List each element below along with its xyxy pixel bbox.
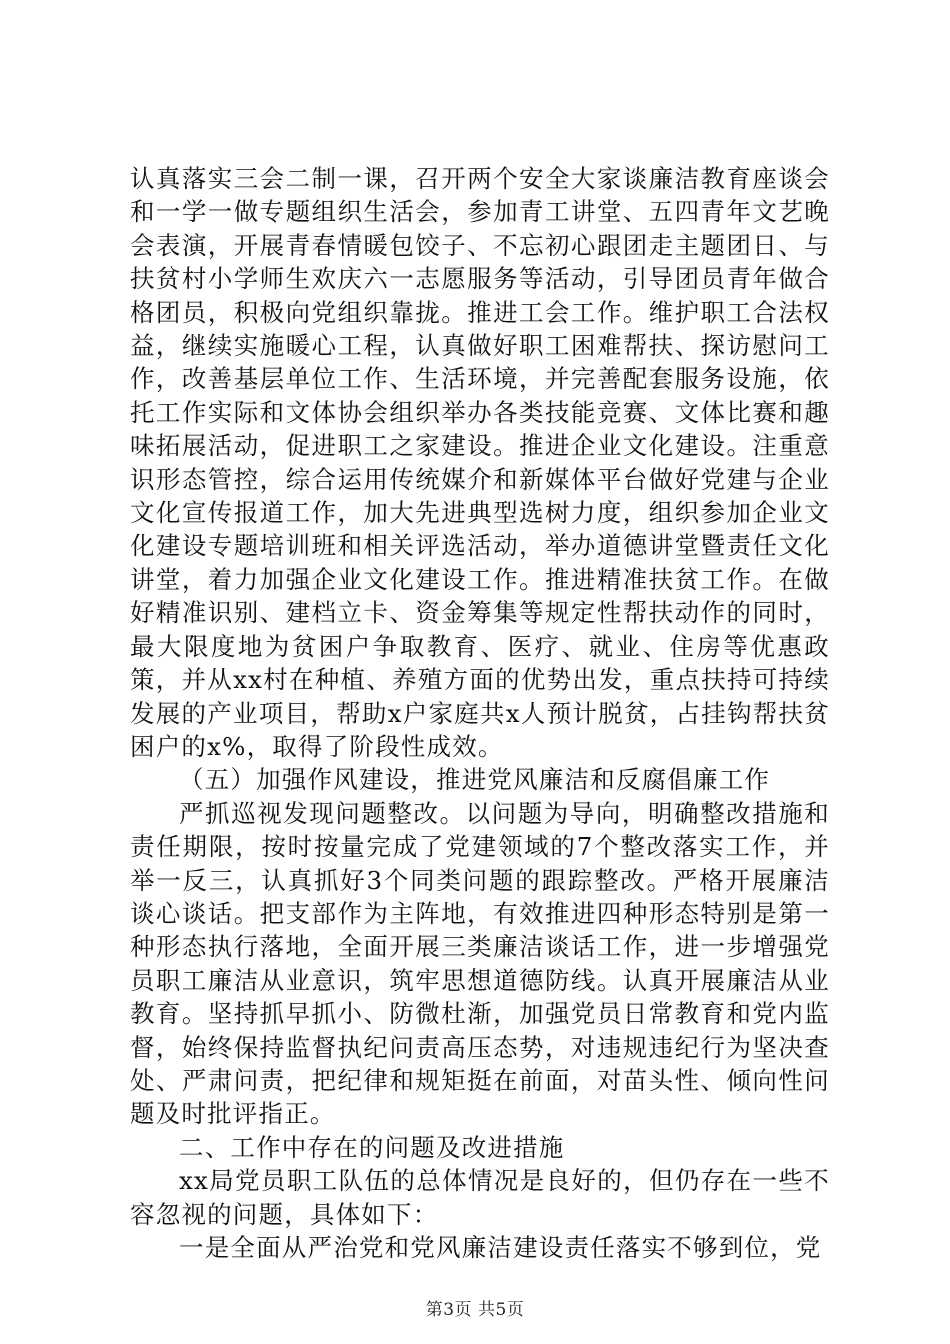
section-heading-5: （五）加强作风建设，推进党风廉洁和反腐倡廉工作 bbox=[179, 765, 771, 795]
paragraph-4: 一是全面从严治党和党风廉洁建设责任落实不够到位，党 bbox=[179, 1233, 822, 1262]
paragraph-1: 认真落实三会二制一课，召开两个安全大家谈廉洁教育座谈会和一学一做专题组织生活会，参加青工讲堂、五四青年文艺晚会表演，开展青春情暖包饺子、不忘初心跟团走主题团日、与扶贫村小学师生欢庆六一志愿服务等活动，引导团员青年做合格团员，积极向党组织靠拢。推进工会工作。维护职工合法权益，继续实施暖心工程，认真做好职工困难帮扶、探访慰问工作，改善基层单位工作、生活环境，并完善配套服务设施，依托工作实际和文体协会组织举办各类技能竞赛、文体比赛和趣味拓展活动，促进职工之家建设。推进企业文化建设。注重意识形态管控，综合运用传统媒介和新媒体平台做好党建与企业文化宣传报道工作，加大先进典型选树力度，组织参加企业文化建设专题培训班和相关评选活动，举办道德讲堂暨责任文化讲堂，着力加强企业文化建设工作。推进精准扶贫工作。在做好精准识别、建档立卡、资金筹集等规定性帮扶动作的同时，最大限度地为贫困户争取教育、医疗、就业、住房等优惠政策，并从xx村在种植、养殖方面的优势出发，重点扶持可持续发展的产业项目，帮助x户家庭共x人预计脱贫，占挂钩帮扶贫困户的x%，取得了阶段性成效。 bbox=[130, 164, 830, 761]
page-footer: 第3页 共5页 bbox=[425, 1300, 525, 1320]
section-heading-2: 二、工作中存在的问题及改进措施 bbox=[179, 1132, 565, 1162]
paragraph-3: xx局党员职工队伍的总体情况是良好的，但仍存在一些不容忽视的问题，具体如下： bbox=[130, 1166, 830, 1229]
document-body bbox=[130, 162, 830, 1264]
paragraph-2: 严抓巡视发现问题整改。以问题为导向，明确整改措施和责任期限，按时按量完成了党建领域的7个整改落实工作，并举一反三，认真抓好3个同类问题的跟踪整改。严格开展廉洁谈心谈话。把支部作为主阵地，有效推进四种形态特别是第一种形态执行落地，全面开展三类廉洁谈话工作，进一步增强党员职工廉洁从业意识，筑牢思想道德防线。认真开展廉洁从业教育。坚持抓早抓小、防微杜渐，加强党员日常教育和党内监督，始终保持监督执纪问责高压态势，对违规违纪行为坚决查处、严肃问责，把纪律和规矩挺在前面，对苗头性、倾向性问题及时批评指正。 bbox=[130, 798, 830, 1129]
